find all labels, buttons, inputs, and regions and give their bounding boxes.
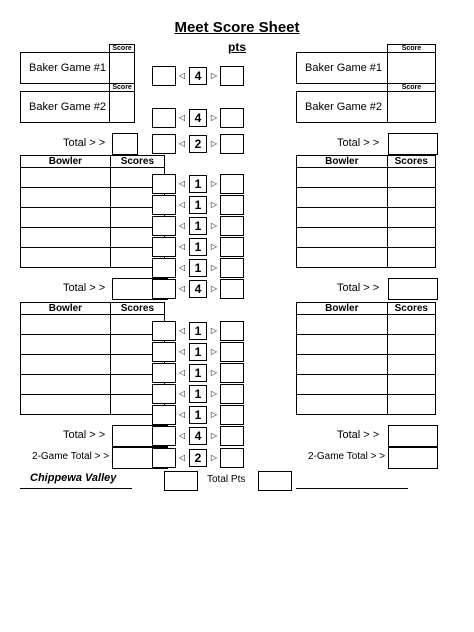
scores-column-header: Scores: [110, 303, 164, 315]
points-row: [152, 134, 244, 154]
score-header: Score: [387, 84, 435, 92]
baker-game2-score-cell[interactable]: [110, 92, 135, 123]
left-triangle-icon: ◁: [178, 431, 186, 440]
points-row: [152, 448, 244, 468]
baker-total-label: Total > >: [63, 137, 106, 149]
left-triangle-icon: ◁: [178, 284, 186, 293]
bowler-score-cell[interactable]: [387, 228, 435, 248]
left-triangle-icon: ◁: [178, 179, 186, 188]
total-pts-left-box[interactable]: [164, 471, 198, 491]
left-point-box[interactable]: [152, 384, 176, 404]
bowler-name-cell[interactable]: [297, 228, 388, 248]
right-point-box[interactable]: [220, 174, 244, 194]
left-point-box[interactable]: [152, 258, 176, 278]
point-value: 1: [189, 175, 207, 193]
right-bowler-table-2: [296, 302, 436, 415]
baker-game1-score-cell[interactable]: [387, 53, 435, 84]
bowler-name-cell[interactable]: [297, 168, 388, 188]
right-bowler-table-1: [296, 155, 436, 268]
section2-right-total-box[interactable]: [388, 425, 438, 447]
baker-game1-label: Baker Game #1: [21, 53, 110, 84]
left-point-box[interactable]: [152, 363, 176, 383]
right-point-box[interactable]: [220, 342, 244, 362]
right-triangle-icon: ▷: [210, 284, 218, 293]
left-point-box[interactable]: [152, 405, 176, 425]
bowler-score-cell[interactable]: [387, 375, 435, 395]
right-triangle-icon: ▷: [210, 389, 218, 398]
left-point-box[interactable]: [152, 66, 176, 86]
right-triangle-icon: ▷: [210, 347, 218, 356]
points-row: [152, 108, 244, 128]
bowler-name-cell[interactable]: [21, 228, 111, 248]
right-triangle-icon: ▷: [210, 453, 218, 462]
left-point-box[interactable]: [152, 134, 176, 154]
bowler-score-cell[interactable]: [387, 168, 435, 188]
left-point-box[interactable]: [152, 237, 176, 257]
score-header: Score: [110, 84, 135, 92]
points-row: [152, 237, 244, 257]
bowler-name-cell[interactable]: [297, 335, 388, 355]
points-row: [152, 405, 244, 425]
points-row: [152, 426, 244, 446]
left-triangle-icon: ◁: [178, 221, 186, 230]
bowler-column-header: Bowler: [21, 156, 111, 168]
baker-game2-label: Baker Game #2: [21, 92, 110, 123]
points-row: [152, 363, 244, 383]
left-bowler-table-2: [20, 302, 165, 415]
bowler-name-cell[interactable]: [297, 375, 388, 395]
right-triangle-icon: ▷: [210, 368, 218, 377]
point-value: 1: [189, 322, 207, 340]
right-triangle-icon: ▷: [210, 431, 218, 440]
bowler-name-cell[interactable]: [297, 355, 388, 375]
left-triangle-icon: ◁: [178, 410, 186, 419]
team-underline-right: [296, 488, 408, 489]
bowler-name-cell[interactable]: [297, 188, 388, 208]
baker-total-label: Total > >: [337, 137, 380, 149]
left-triangle-icon: ◁: [178, 347, 186, 356]
bowler-name-cell[interactable]: [21, 335, 111, 355]
point-value: 2: [189, 135, 207, 153]
bowler-name-cell[interactable]: [21, 395, 111, 415]
left-point-box[interactable]: [152, 174, 176, 194]
points-row: [152, 174, 244, 194]
bowler-name-cell[interactable]: [21, 355, 111, 375]
right-triangle-icon: ▷: [210, 71, 218, 80]
page-title: Meet Score Sheet: [174, 19, 300, 36]
bowler-score-cell[interactable]: [387, 248, 435, 268]
points-row: [152, 66, 244, 86]
bowler-name-cell[interactable]: [21, 188, 111, 208]
right-point-box[interactable]: [220, 66, 244, 86]
right-point-box[interactable]: [220, 237, 244, 257]
right-triangle-icon: ▷: [210, 410, 218, 419]
bowler-score-cell[interactable]: [387, 335, 435, 355]
right-triangle-icon: ▷: [210, 139, 218, 148]
left-point-box[interactable]: [152, 279, 176, 299]
two-game-total-label: 2-Game Total > >: [32, 451, 110, 462]
point-value: 1: [189, 343, 207, 361]
right-triangle-icon: ▷: [210, 113, 218, 122]
left-point-box[interactable]: [152, 195, 176, 215]
points-row: [152, 216, 244, 236]
right-point-box[interactable]: [220, 426, 244, 446]
right-point-box[interactable]: [220, 363, 244, 383]
left-triangle-icon: ◁: [178, 139, 186, 148]
right-point-box[interactable]: [220, 405, 244, 425]
total-pts-right-box[interactable]: [258, 471, 292, 491]
section1-total-label: Total > >: [337, 282, 380, 294]
right-point-box[interactable]: [220, 448, 244, 468]
bowler-score-cell[interactable]: [387, 315, 435, 335]
bowler-column-header: Bowler: [21, 303, 111, 315]
point-value: 1: [189, 406, 207, 424]
points-row: [152, 384, 244, 404]
left-triangle-icon: ◁: [178, 71, 186, 80]
left-triangle-icon: ◁: [178, 389, 186, 398]
bowler-name-cell[interactable]: [297, 248, 388, 268]
baker-game2-label: Baker Game #2: [297, 92, 388, 123]
point-value: 4: [189, 109, 207, 127]
scores-column-header: Scores: [387, 156, 435, 168]
bowler-name-cell[interactable]: [21, 248, 111, 268]
point-value: 4: [189, 427, 207, 445]
two-game-total-label: 2-Game Total > >: [308, 451, 386, 462]
bowler-name-cell[interactable]: [297, 208, 388, 228]
pts-heading: pts: [228, 40, 246, 54]
total-pts-label: Total Pts: [207, 474, 246, 485]
left-triangle-icon: ◁: [178, 326, 186, 335]
right-point-box[interactable]: [220, 321, 244, 341]
point-value: 2: [189, 449, 207, 467]
right-triangle-icon: ▷: [210, 326, 218, 335]
left-baker-table: [20, 44, 135, 123]
right-point-box[interactable]: [220, 384, 244, 404]
left-point-box[interactable]: [152, 321, 176, 341]
bowler-score-cell[interactable]: [387, 208, 435, 228]
right-baker-table: [296, 44, 436, 123]
baker-game2-score-cell[interactable]: [387, 92, 435, 123]
right-point-box[interactable]: [220, 108, 244, 128]
team-underline-left: [20, 488, 132, 489]
left-bowler-table-1: [20, 155, 165, 268]
two-game-right-total-box[interactable]: [388, 447, 438, 469]
point-value: 1: [189, 259, 207, 277]
team-name-left: Chippewa Valley: [30, 472, 117, 484]
right-point-box[interactable]: [220, 279, 244, 299]
bowler-score-cell[interactable]: [387, 355, 435, 375]
left-triangle-icon: ◁: [178, 113, 186, 122]
left-point-box[interactable]: [152, 426, 176, 446]
right-triangle-icon: ▷: [210, 263, 218, 272]
points-row: [152, 258, 244, 278]
right-point-box[interactable]: [220, 258, 244, 278]
right-triangle-icon: ▷: [210, 221, 218, 230]
bowler-score-cell[interactable]: [387, 188, 435, 208]
left-point-box[interactable]: [152, 448, 176, 468]
baker-total-left-box[interactable]: [112, 133, 138, 155]
bowler-column-header: Bowler: [297, 303, 388, 315]
baker-total-right-box[interactable]: [388, 133, 438, 155]
left-triangle-icon: ◁: [178, 368, 186, 377]
left-point-box[interactable]: [152, 342, 176, 362]
points-row: [152, 342, 244, 362]
section1-right-total-box[interactable]: [388, 278, 438, 300]
score-header: Score: [110, 45, 135, 53]
right-triangle-icon: ▷: [210, 179, 218, 188]
left-point-box[interactable]: [152, 108, 176, 128]
left-triangle-icon: ◁: [178, 242, 186, 251]
point-value: 1: [189, 238, 207, 256]
point-value: 1: [189, 196, 207, 214]
scores-column-header: Scores: [110, 156, 164, 168]
left-triangle-icon: ◁: [178, 200, 186, 209]
bowler-name-cell[interactable]: [297, 315, 388, 335]
bowler-name-cell[interactable]: [21, 375, 111, 395]
points-row: [152, 195, 244, 215]
bowler-name-cell[interactable]: [21, 208, 111, 228]
bowler-score-cell[interactable]: [387, 395, 435, 415]
point-value: 4: [189, 280, 207, 298]
section2-total-label: Total > >: [63, 429, 106, 441]
section1-total-label: Total > >: [63, 282, 106, 294]
right-triangle-icon: ▷: [210, 200, 218, 209]
point-value: 1: [189, 364, 207, 382]
section2-total-label: Total > >: [337, 429, 380, 441]
baker-game1-score-cell[interactable]: [110, 53, 135, 84]
bowler-name-cell[interactable]: [297, 395, 388, 415]
left-triangle-icon: ◁: [178, 263, 186, 272]
point-value: 1: [189, 217, 207, 235]
points-row: [152, 321, 244, 341]
bowler-column-header: Bowler: [297, 156, 388, 168]
point-value: 1: [189, 385, 207, 403]
score-header: Score: [387, 45, 435, 53]
right-triangle-icon: ▷: [210, 242, 218, 251]
scores-column-header: Scores: [387, 303, 435, 315]
bowler-name-cell[interactable]: [21, 315, 111, 335]
left-triangle-icon: ◁: [178, 453, 186, 462]
point-value: 4: [189, 67, 207, 85]
right-point-box[interactable]: [220, 134, 244, 154]
points-row: [152, 279, 244, 299]
right-point-box[interactable]: [220, 195, 244, 215]
baker-game1-label: Baker Game #1: [297, 53, 388, 84]
left-point-box[interactable]: [152, 216, 176, 236]
bowler-name-cell[interactable]: [21, 168, 111, 188]
right-point-box[interactable]: [220, 216, 244, 236]
